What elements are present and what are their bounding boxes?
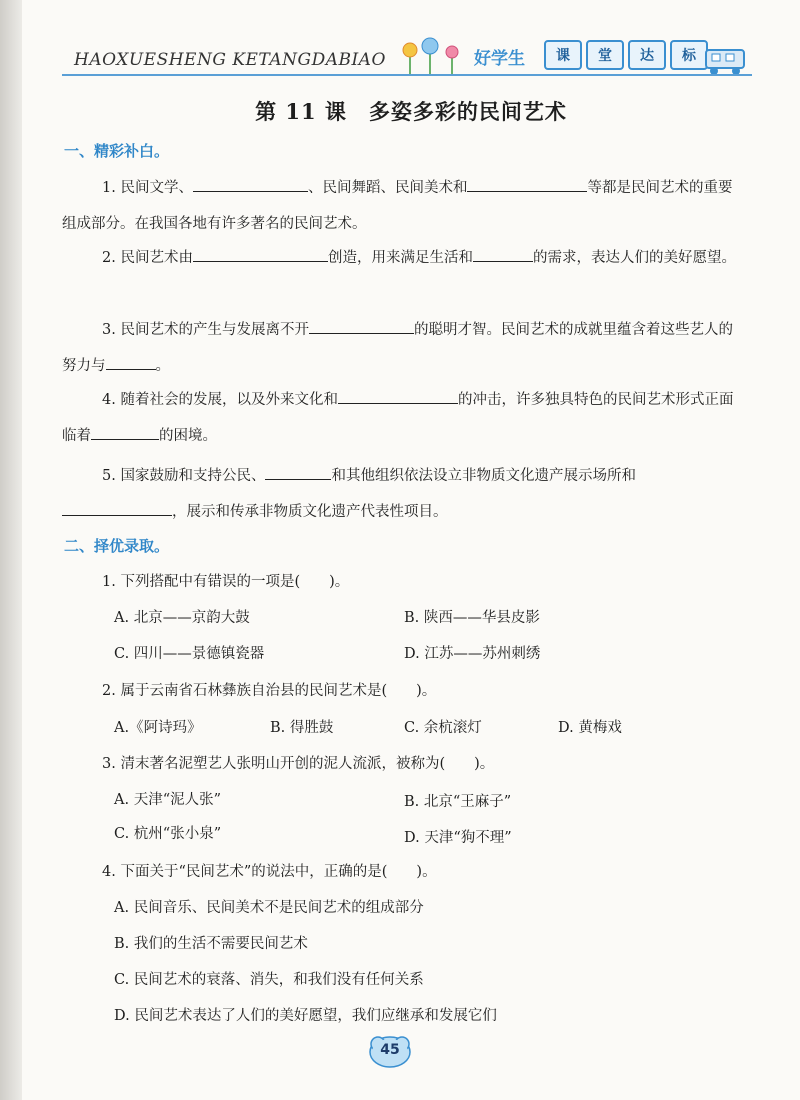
question-stem: 4. 下面关于“民间艺术”的说法中，正确的是( )。: [102, 864, 437, 880]
header-rule: [62, 74, 752, 76]
item-text: 的需求，表达人们的美好愿望。: [532, 250, 736, 266]
item-text: 1. 民间文学、: [102, 180, 193, 196]
option-b[interactable]: B. 我们的生活不需要民间艺术: [114, 936, 308, 952]
item-text: 4. 随着社会的发展，以及外来文化和: [102, 392, 338, 408]
option-a[interactable]: A. 天津“泥人张”: [114, 792, 222, 808]
page-header: [62, 28, 752, 86]
flowers-icon: [400, 36, 470, 76]
header-box: 达: [628, 40, 666, 70]
option-d[interactable]: D. 民间艺术表达了人们的美好愿望，我们应继承和发展它们: [114, 1008, 497, 1024]
item-text: 的聪明才智。民间艺术的成就里蕴含着这些艺人的努力与: [62, 322, 733, 374]
question-stem: 1. 下列搭配中有错误的一项是( )。: [102, 574, 350, 590]
item-text: 。: [155, 358, 170, 374]
option-a[interactable]: A. 民间音乐、民间美术不是民间艺术的组成部分: [114, 900, 424, 916]
item-text: 创造，用来满足生活和: [327, 250, 473, 266]
item-text: 3. 民间艺术的产生与发展离不开: [102, 322, 309, 338]
header-box: 标: [670, 40, 708, 70]
fill-item-5: [62, 458, 742, 530]
question-stem: 3. 清末著名泥塑艺人张明山开创的泥人流派，被称为( )。: [102, 756, 495, 772]
option-c[interactable]: C. 杭州“张小泉”: [114, 826, 222, 842]
item-text: 2. 民间艺术由: [102, 250, 193, 266]
header-box: 课: [544, 40, 582, 70]
option-b[interactable]: B. 得胜鼓: [270, 720, 334, 736]
workbook-page: [22, 0, 800, 1100]
page-number: 45: [380, 1042, 400, 1058]
answer-blank[interactable]: [309, 317, 414, 334]
option-c[interactable]: C. 余杭滚灯: [404, 720, 482, 736]
section-heading: 一、精彩补白。: [64, 142, 170, 160]
item-text: 等都是民间艺术的重要组成部分。在我国各地有许多著名的民间艺术。: [62, 180, 733, 232]
page-number-badge: [366, 1030, 414, 1070]
train-icon: [702, 42, 752, 76]
section-heading: 二、择优录取。: [64, 537, 170, 555]
answer-blank[interactable]: [467, 175, 587, 192]
option-a[interactable]: A. 北京——京韵大鼓: [114, 610, 250, 626]
item-text: 和其他组织依法设立非物质文化遗产展示场所和: [331, 468, 636, 484]
item-text: 、民间舞蹈、民间美术和: [307, 180, 468, 196]
option-d[interactable]: D. 天津“狗不理”: [404, 830, 512, 846]
option-c[interactable]: C. 四川——景德镇瓷器: [114, 646, 265, 662]
answer-blank[interactable]: [106, 353, 156, 370]
answer-blank[interactable]: [338, 387, 458, 404]
header-pinyin: HAOXUESHENG KETANGDABIAO: [74, 50, 386, 70]
option-a[interactable]: A.《阿诗玛》: [114, 720, 202, 736]
option-c[interactable]: C. 民间艺术的衰落、消失，和我们没有任何关系: [114, 972, 424, 988]
answer-blank[interactable]: [62, 499, 172, 516]
answer-blank[interactable]: [473, 245, 533, 262]
fill-item-2: [62, 240, 742, 276]
question-stem: 2. 属于云南省石林彝族自治县的民间艺术是( )。: [102, 683, 437, 699]
header-brand: 好学生: [474, 49, 525, 69]
fill-item-4: [62, 382, 742, 454]
answer-blank[interactable]: [193, 245, 328, 262]
fill-item-1: [62, 170, 742, 242]
option-b[interactable]: B. 北京“王麻子”: [404, 794, 512, 810]
item-text: ，展示和传承非物质文化遗产代表性项目。: [172, 504, 448, 520]
header-box: 堂: [586, 40, 624, 70]
lesson-title: 第 11 课 多姿多彩的民间艺术: [255, 99, 567, 124]
option-b[interactable]: B. 陕西——华县皮影: [404, 610, 540, 626]
answer-blank[interactable]: [265, 463, 331, 480]
item-text: 的冲击，许多独具特色的民间艺术形式正面临着: [62, 392, 734, 444]
item-text: 5. 国家鼓励和支持公民、: [102, 468, 266, 484]
answer-blank[interactable]: [91, 423, 159, 440]
answer-blank[interactable]: [193, 175, 308, 192]
option-d[interactable]: D. 江苏——苏州刺绣: [404, 646, 541, 662]
header-boxes: [544, 40, 708, 70]
book-spine: [0, 0, 22, 1100]
option-d[interactable]: D. 黄梅戏: [558, 720, 622, 736]
fill-item-3: [62, 312, 742, 384]
item-text: 的困境。: [159, 428, 217, 444]
